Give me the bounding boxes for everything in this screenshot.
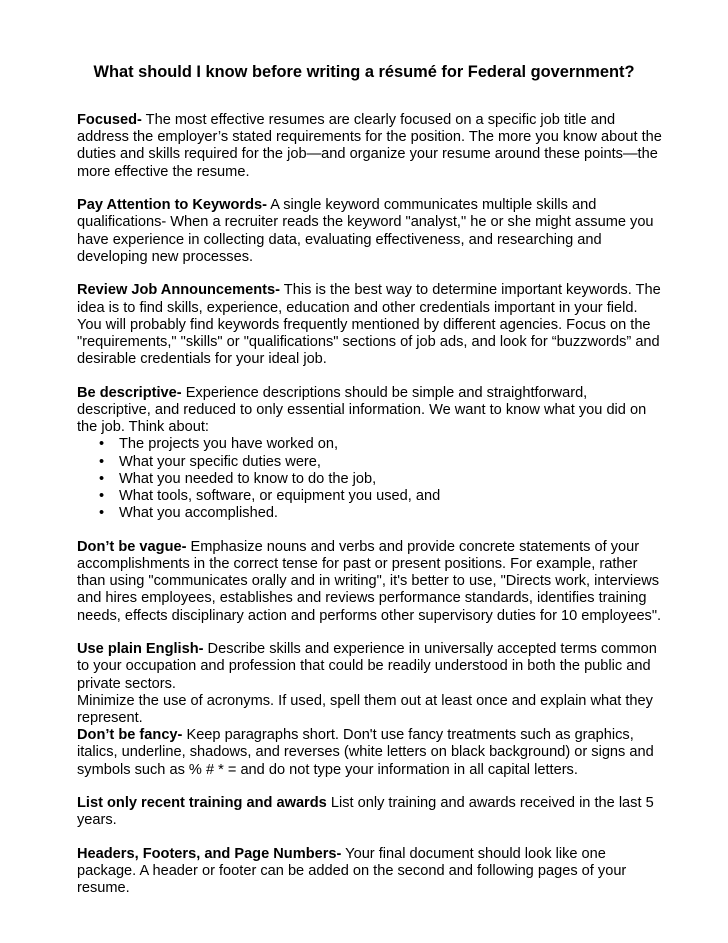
document-body bbox=[77, 112, 677, 914]
list-item: • What your specific duties were, bbox=[99, 453, 321, 470]
heading-fancy: Don’t be fancy- bbox=[77, 727, 183, 744]
list-item: • The projects you have worked on, bbox=[99, 436, 339, 453]
paragraph-plain-english: Use plain English- Describe skills and experience in universally accepted terms common to your occupation and profession that could be readily understood in both the public and private sectors. Minimize the use of acronyms. If used, spell them out at least once and explain what they represent. bbox=[77, 641, 657, 727]
paragraph-keywords: Pay Attention to Keywords- A single keyword communicates multiple skills and qualifications- When a recruiter reads the keyword "analyst," he or she might assume you have experience in collecting data, evaluating effectiveness, and researching and developing new processes. bbox=[77, 197, 654, 265]
list-item: • What tools, software, or equipment you used, and bbox=[99, 488, 441, 505]
heading-keywords: Pay Attention to Keywords- bbox=[77, 197, 268, 214]
heading-announcements: Review Job Announcements- bbox=[77, 282, 280, 299]
paragraph-vague: Don’t be vague- Emphasize nouns and verbs and provide concrete statements of your accomplishments in the correct tense for past or present positions. For example, rather than using "communicates orally and in writing", it's better to use, "Directs work, interviews and hires employees, establishes and reviews performance standards, identifies training needs, effects disciplinary action and performs other supervisory duties for 10 employees". bbox=[77, 538, 662, 624]
bullet-icon: • bbox=[99, 453, 105, 470]
bullet-icon: • bbox=[99, 436, 105, 453]
heading-plain-english: Use plain English- bbox=[77, 641, 204, 658]
think-about-list bbox=[77, 436, 677, 522]
paragraph-fancy: Don’t be fancy- Keep paragraphs short. Don't use fancy treatments such as graphics, italics, underline, shadows, and reverses (white letters on black background) or signs and symbols such as % # * = and do not type your information in all capital letters. bbox=[77, 727, 654, 778]
heading-vague: Don’t be vague- bbox=[77, 538, 187, 555]
paragraph-training: List only recent training and awards List only training and awards received in the last 5 years. bbox=[77, 795, 654, 829]
paragraph-headers: Headers, Footers, and Page Numbers- Your final document should look like one package. A header or footer can be added on the second and following pages of your resume. bbox=[77, 846, 627, 897]
list-item: • What you accomplished. bbox=[99, 505, 278, 522]
list-item: • What you needed to know to do the job, bbox=[99, 470, 377, 487]
bullet-icon: • bbox=[99, 505, 105, 522]
paragraph-descriptive: Be descriptive- Experience descriptions should be simple and straightforward, descriptive, and reduced to only essential information. We want to know what you did on the job. Think about: • The projects you have worked on, • What your specific duties were, • What you needed to know to do the job, • What tools, software, or equipment you used, and • What you accomplished. bbox=[77, 385, 677, 523]
paragraph-focused: Focused- The most effective resumes are clearly focused on a specific job title and address the employer’s stated requirements for the position. The more you know about the duties and skills required for the job—and organize your resume around these points—the more effective the resume. bbox=[77, 112, 662, 180]
page-title: What should I know before writing a résumé for Federal government? bbox=[93, 63, 635, 81]
heading-headers: Headers, Footers, and Page Numbers- bbox=[77, 846, 342, 863]
paragraph-announcements: Review Job Announcements- This is the best way to determine important keywords. The idea is to find skills, experience, education and other credentials important in your field. You will probably find keywords frequently mentioned by different agencies. Focus on the "requirements," "skills" or "qualifications" sections of job ads, and look for “buzzwords” and desirable credentials for your ideal job. bbox=[77, 282, 661, 368]
bullet-icon: • bbox=[99, 470, 105, 487]
bullet-icon: • bbox=[99, 488, 105, 505]
heading-training: List only recent training and awards bbox=[77, 795, 327, 812]
heading-descriptive: Be descriptive- bbox=[77, 384, 182, 401]
heading-focused: Focused- bbox=[77, 112, 142, 128]
